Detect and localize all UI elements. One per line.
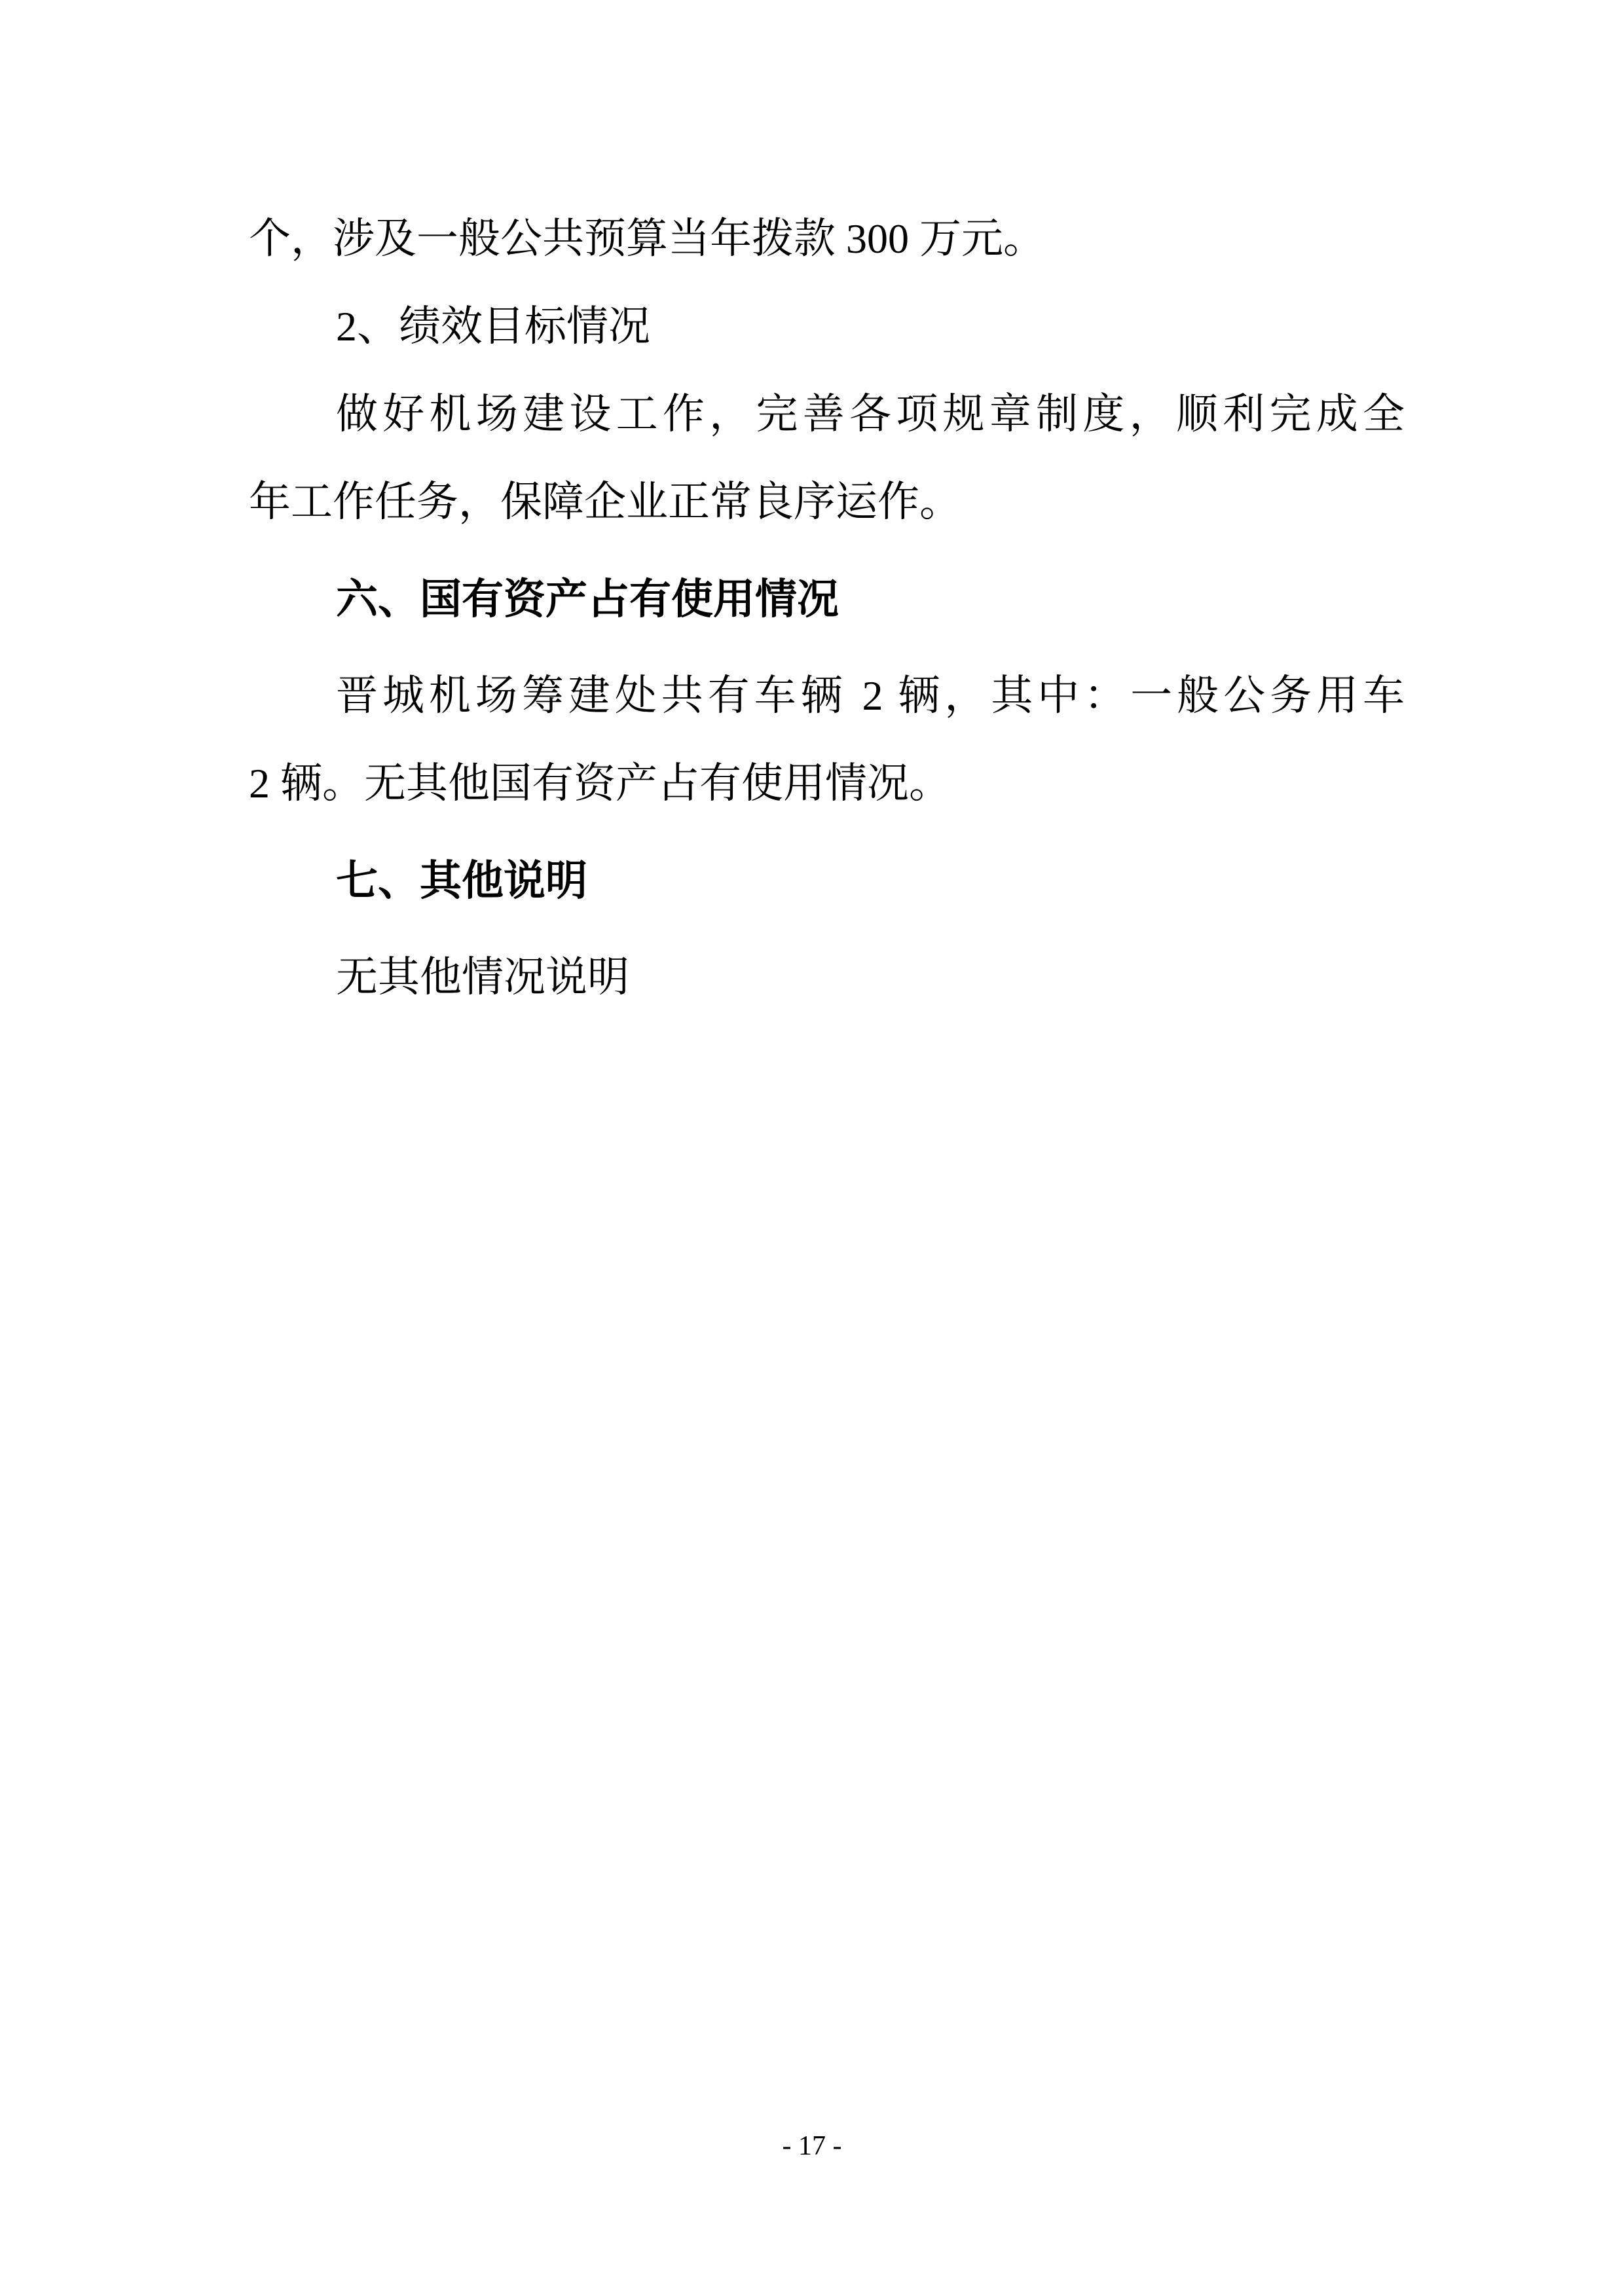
section-heading-six: 六、国有资产占有使用情况 xyxy=(336,575,839,623)
section-heading-seven: 七、其他说明 xyxy=(336,857,587,904)
paragraph-continuation-line: 个，涉及一般公共预算当年拨款 300 万元。 xyxy=(249,215,1045,262)
paragraph-line: 年工作任务，保障企业正常良序运作。 xyxy=(249,479,961,525)
paragraph-line: 晋城机场筹建处共有车辆 2 辆，其中：一般公务用车 xyxy=(336,672,1405,719)
document-body xyxy=(249,195,1405,1021)
paragraph-line: 2 辆。无其他国有资产占有使用情况。 xyxy=(249,760,951,807)
paragraph-line: 无其他情况说明 xyxy=(336,954,629,1000)
page-footer xyxy=(0,2126,1624,2166)
paragraph-line: 做好机场建设工作，完善各项规章制度，顺利完成全 xyxy=(336,391,1405,437)
page-number: - 17 - xyxy=(782,2131,842,2161)
numbered-item-line: 2、绩效目标情况 xyxy=(336,303,650,350)
